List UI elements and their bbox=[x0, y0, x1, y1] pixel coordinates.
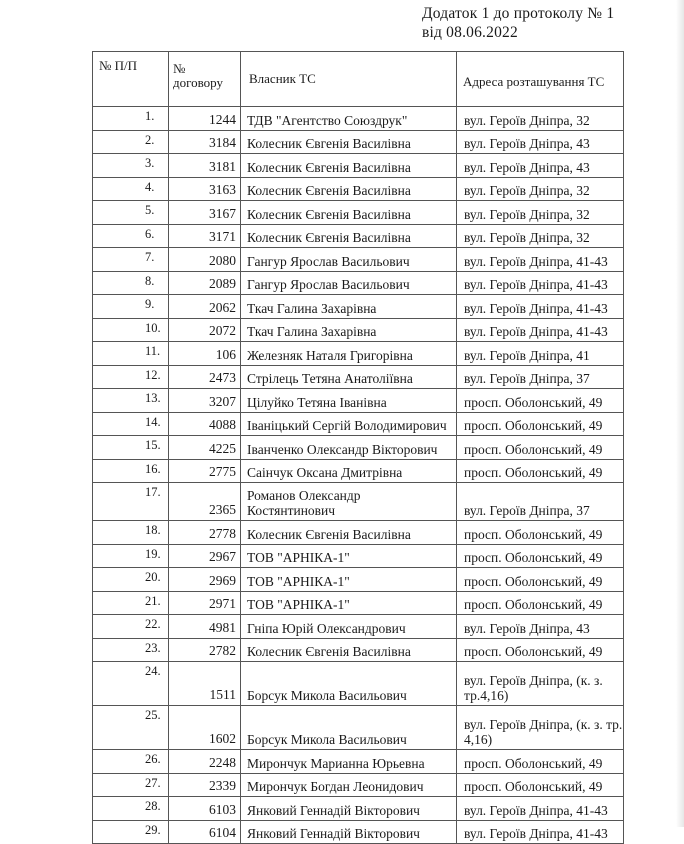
owner-name: Колесник Євгенія Василівна bbox=[241, 638, 457, 662]
owner-name: Ткач Галина Захарівна bbox=[241, 295, 457, 319]
address-line1: вул. Героїв Дніпра, (к. з. bbox=[464, 673, 603, 688]
owner-name: Гангур Ярослав Васильович bbox=[241, 271, 457, 295]
owner-name: Іванченко Олександр Вікторович bbox=[241, 436, 457, 460]
column-header-contract bbox=[169, 52, 241, 107]
vehicles-table bbox=[92, 51, 624, 844]
owner-name: Борсук Микола Васильович bbox=[241, 662, 457, 706]
table-row bbox=[93, 342, 624, 366]
table-row bbox=[93, 130, 624, 154]
row-number-cell bbox=[93, 177, 169, 201]
table-row bbox=[93, 201, 624, 225]
address: просп. Оболонський, 49 bbox=[457, 436, 624, 460]
row-number-cell bbox=[93, 271, 169, 295]
contract-number: 3163 bbox=[169, 177, 241, 201]
contract-number: 2971 bbox=[169, 591, 241, 615]
contract-number: 3171 bbox=[169, 224, 241, 248]
owner-name: Стрілець Тетяна Анатоліївна bbox=[241, 365, 457, 389]
owner-name: Колесник Євгенія Василівна bbox=[241, 521, 457, 545]
contract-number: 6104 bbox=[169, 820, 241, 844]
row-number: 21. bbox=[145, 593, 161, 608]
owner-name: Цілуйко Тетяна Іванівна bbox=[241, 389, 457, 413]
table-row bbox=[93, 521, 624, 545]
row-number: 16. bbox=[145, 461, 161, 476]
row-number-cell bbox=[93, 107, 169, 131]
address: вул. Героїв Дніпра, 43 bbox=[457, 615, 624, 639]
row-number-cell bbox=[93, 318, 169, 342]
row-number-cell bbox=[93, 615, 169, 639]
owner-name: Колесник Євгенія Василівна bbox=[241, 154, 457, 178]
address: вул. Героїв Дніпра, 41-43 bbox=[457, 248, 624, 272]
address: просп. Оболонський, 49 bbox=[457, 412, 624, 436]
address: вул. Героїв Дніпра, 41-43 bbox=[457, 271, 624, 295]
contract-number: 1511 bbox=[169, 662, 241, 706]
owner-name: Мирончук Марианна Юрьевна bbox=[241, 750, 457, 774]
contract-number: 2778 bbox=[169, 521, 241, 545]
contract-number: 2248 bbox=[169, 750, 241, 774]
table-row bbox=[93, 483, 624, 521]
table-row bbox=[93, 436, 624, 460]
table-row bbox=[93, 638, 624, 662]
row-number: 4. bbox=[145, 179, 155, 194]
owner-name: Саінчук Оксана Дмитрівна bbox=[241, 459, 457, 483]
row-number: 2. bbox=[145, 132, 155, 147]
contract-number: 6103 bbox=[169, 797, 241, 821]
table-row bbox=[93, 591, 624, 615]
row-number-cell bbox=[93, 201, 169, 225]
address: просп. Оболонський, 49 bbox=[457, 459, 624, 483]
row-number-cell bbox=[93, 662, 169, 706]
column-header-contract-line1: № bbox=[173, 61, 186, 76]
contract-number: 2365 bbox=[169, 483, 241, 521]
owner-name-line2: Костянтинович bbox=[247, 503, 336, 518]
contract-number: 2089 bbox=[169, 271, 241, 295]
row-number: 6. bbox=[145, 226, 155, 241]
row-number-cell bbox=[93, 568, 169, 592]
contract-number: 3181 bbox=[169, 154, 241, 178]
row-number-cell bbox=[93, 365, 169, 389]
table-row bbox=[93, 750, 624, 774]
table-row bbox=[93, 295, 624, 319]
table-row bbox=[93, 568, 624, 592]
contract-number: 106 bbox=[169, 342, 241, 366]
owner-name: Мирончук Богдан Леонидович bbox=[241, 773, 457, 797]
row-number-cell bbox=[93, 638, 169, 662]
address-line2: тр.4,16) bbox=[464, 688, 509, 703]
row-number-cell bbox=[93, 295, 169, 319]
owner-name: ТОВ "АРНІКА-1" bbox=[241, 544, 457, 568]
row-number-cell bbox=[93, 224, 169, 248]
address bbox=[457, 662, 624, 706]
contract-number: 4088 bbox=[169, 412, 241, 436]
address: вул. Героїв Дніпра, 32 bbox=[457, 201, 624, 225]
table-row bbox=[93, 662, 624, 706]
row-number: 9. bbox=[145, 297, 155, 311]
row-number-cell bbox=[93, 483, 169, 521]
address: вул. Героїв Дніпра, 32 bbox=[457, 107, 624, 131]
address-line1: вул. Героїв Дніпра, (к. з. тр. bbox=[464, 717, 623, 732]
owner-name bbox=[241, 483, 457, 521]
row-number-cell bbox=[93, 773, 169, 797]
address: вул. Героїв Дніпра, 41-43 bbox=[457, 820, 624, 844]
address: просп. Оболонський, 49 bbox=[457, 591, 624, 615]
table-row bbox=[93, 773, 624, 797]
table-row bbox=[93, 248, 624, 272]
table-row bbox=[93, 154, 624, 178]
table-row bbox=[93, 615, 624, 639]
column-header-address: Адреса розташування ТС bbox=[457, 52, 624, 107]
row-number: 14. bbox=[145, 414, 161, 429]
table-row bbox=[93, 224, 624, 248]
row-number: 8. bbox=[145, 273, 155, 288]
address: вул. Героїв Дніпра, 43 bbox=[457, 154, 624, 178]
row-number: 24. bbox=[145, 664, 161, 678]
address: вул. Героїв Дніпра, 37 bbox=[457, 483, 624, 521]
table-row bbox=[93, 318, 624, 342]
owner-name: ТДВ "Агентство Союздрук" bbox=[241, 107, 457, 131]
contract-number: 3184 bbox=[169, 130, 241, 154]
address: просп. Оболонський, 49 bbox=[457, 389, 624, 413]
owner-name: Борсук Микола Васильович bbox=[241, 706, 457, 750]
table-row bbox=[93, 365, 624, 389]
contract-number: 2339 bbox=[169, 773, 241, 797]
column-header-contract-line2: договору bbox=[173, 75, 224, 90]
owner-name: Колесник Євгенія Василівна bbox=[241, 201, 457, 225]
owner-name: ТОВ "АРНІКА-1" bbox=[241, 591, 457, 615]
address: просп. Оболонський, 49 bbox=[457, 773, 624, 797]
row-number: 1. bbox=[145, 109, 155, 123]
row-number: 23. bbox=[145, 640, 161, 655]
address: просп. Оболонський, 49 bbox=[457, 568, 624, 592]
table-row bbox=[93, 107, 624, 131]
table-row bbox=[93, 412, 624, 436]
row-number: 3. bbox=[145, 156, 155, 170]
row-number: 15. bbox=[145, 438, 161, 452]
row-number: 7. bbox=[145, 250, 155, 264]
row-number: 20. bbox=[145, 570, 161, 584]
row-number-cell bbox=[93, 521, 169, 545]
address: вул. Героїв Дніпра, 37 bbox=[457, 365, 624, 389]
table-row bbox=[93, 820, 624, 844]
page-edge-shadow bbox=[676, 0, 684, 827]
row-number-cell bbox=[93, 248, 169, 272]
row-number: 17. bbox=[145, 485, 161, 499]
address: просп. Оболонський, 49 bbox=[457, 521, 624, 545]
owner-name: Колесник Євгенія Василівна bbox=[241, 130, 457, 154]
row-number: 19. bbox=[145, 546, 161, 561]
row-number: 29. bbox=[145, 822, 161, 837]
row-number-cell bbox=[93, 459, 169, 483]
table-row bbox=[93, 544, 624, 568]
row-number: 26. bbox=[145, 752, 161, 766]
contract-number: 2969 bbox=[169, 568, 241, 592]
contract-number: 1244 bbox=[169, 107, 241, 131]
address-line2: 4,16) bbox=[464, 732, 493, 747]
contract-number: 2775 bbox=[169, 459, 241, 483]
row-number-cell bbox=[93, 544, 169, 568]
row-number: 25. bbox=[145, 708, 161, 722]
address: вул. Героїв Дніпра, 32 bbox=[457, 224, 624, 248]
row-number: 11. bbox=[145, 344, 161, 358]
row-number-cell bbox=[93, 706, 169, 750]
address: просп. Оболонський, 49 bbox=[457, 544, 624, 568]
row-number: 13. bbox=[145, 391, 161, 405]
address: вул. Героїв Дніпра, 43 bbox=[457, 130, 624, 154]
row-number: 18. bbox=[145, 523, 161, 537]
row-number-cell bbox=[93, 820, 169, 844]
contract-number: 3207 bbox=[169, 389, 241, 413]
table-row bbox=[93, 389, 624, 413]
owner-name: Янковий Геннадій Вікторович bbox=[241, 820, 457, 844]
table-row bbox=[93, 459, 624, 483]
owner-name-line1: Романов Олександр bbox=[247, 488, 361, 503]
contract-number: 4981 bbox=[169, 615, 241, 639]
table-row bbox=[93, 797, 624, 821]
column-header-owner: Власник ТС bbox=[241, 52, 457, 107]
row-number: 22. bbox=[145, 617, 161, 631]
table-row bbox=[93, 177, 624, 201]
row-number: 10. bbox=[145, 320, 161, 335]
contract-number: 2062 bbox=[169, 295, 241, 319]
contract-number: 4225 bbox=[169, 436, 241, 460]
contract-number: 2967 bbox=[169, 544, 241, 568]
owner-name: Ткач Галина Захарівна bbox=[241, 318, 457, 342]
contract-number: 2782 bbox=[169, 638, 241, 662]
row-number-cell bbox=[93, 436, 169, 460]
contract-number: 2473 bbox=[169, 365, 241, 389]
row-number: 27. bbox=[145, 775, 161, 790]
address: просп. Оболонський, 49 bbox=[457, 750, 624, 774]
contract-number: 2072 bbox=[169, 318, 241, 342]
address: вул. Героїв Дніпра, 41-43 bbox=[457, 295, 624, 319]
row-number-cell bbox=[93, 797, 169, 821]
table-row bbox=[93, 706, 624, 750]
row-number-cell bbox=[93, 750, 169, 774]
address bbox=[457, 706, 624, 750]
protocol-date: від 08.06.2022 bbox=[422, 24, 518, 41]
row-number-cell bbox=[93, 130, 169, 154]
owner-name: ТОВ "АРНІКА-1" bbox=[241, 568, 457, 592]
contract-number: 2080 bbox=[169, 248, 241, 272]
contract-number: 3167 bbox=[169, 201, 241, 225]
appendix-title: Додаток 1 до протоколу № 1 bbox=[422, 5, 615, 22]
owner-name: Железняк Наталя Григорівна bbox=[241, 342, 457, 366]
row-number-cell bbox=[93, 342, 169, 366]
owner-name: Іваніцький Сергій Володимирович bbox=[241, 412, 457, 436]
row-number-cell bbox=[93, 412, 169, 436]
row-number-cell bbox=[93, 154, 169, 178]
row-number-cell bbox=[93, 389, 169, 413]
address: вул. Героїв Дніпра, 32 bbox=[457, 177, 624, 201]
table-header-row bbox=[93, 52, 624, 107]
row-number: 12. bbox=[145, 367, 161, 382]
address: вул. Героїв Дніпра, 41-43 bbox=[457, 318, 624, 342]
owner-name: Гніпа Юрій Олександрович bbox=[241, 615, 457, 639]
document-header bbox=[422, 4, 614, 42]
owner-name: Колесник Євгенія Василівна bbox=[241, 177, 457, 201]
address: вул. Героїв Дніпра, 41-43 bbox=[457, 797, 624, 821]
address: вул. Героїв Дніпра, 41 bbox=[457, 342, 624, 366]
address: просп. Оболонський, 49 bbox=[457, 638, 624, 662]
contract-number: 1602 bbox=[169, 706, 241, 750]
row-number: 28. bbox=[145, 799, 161, 813]
owner-name: Колесник Євгенія Василівна bbox=[241, 224, 457, 248]
table-row bbox=[93, 271, 624, 295]
row-number: 5. bbox=[145, 203, 155, 217]
row-number-cell bbox=[93, 591, 169, 615]
column-header-num: № П/П bbox=[93, 52, 169, 107]
owner-name: Янковий Геннадій Вікторович bbox=[241, 797, 457, 821]
owner-name: Гангур Ярослав Васильович bbox=[241, 248, 457, 272]
